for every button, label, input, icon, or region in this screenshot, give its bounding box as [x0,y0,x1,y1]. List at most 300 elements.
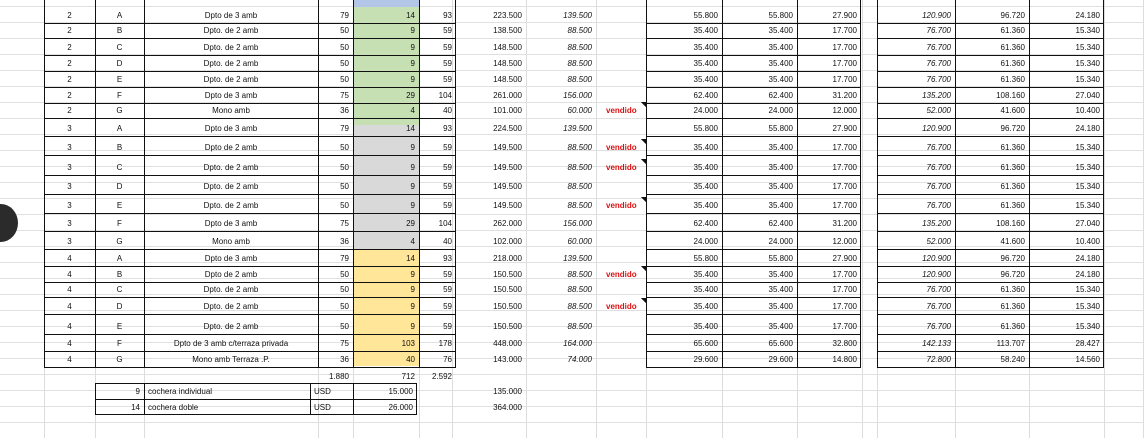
payment-1-cell[interactable]: 35.400 [693,270,718,279]
covered-m2-cell[interactable]: 50 [340,270,349,279]
payment-1-cell[interactable]: 24.000 [693,237,718,246]
floor-cell[interactable]: 4 [67,285,72,294]
uncovered-m2-cell[interactable]: 9 [410,26,415,35]
covered-m2-cell[interactable]: 50 [340,75,349,84]
covered-m2-cell[interactable]: 79 [340,254,349,263]
floor-cell[interactable]: 3 [67,201,72,210]
price-usd-cell[interactable]: 139.500 [563,11,592,20]
unit-cell[interactable]: E [116,322,123,331]
floor-cell[interactable]: 2 [67,59,72,68]
total-m2-cell[interactable]: 59 [443,75,452,84]
price-usd-cell[interactable]: 60.000 [567,106,592,115]
payment-1-cell[interactable]: 35.400 [693,75,718,84]
price-cell[interactable]: 149.500 [493,182,522,191]
price-cell[interactable]: 262.000 [493,219,522,228]
payment-2-cell[interactable]: 35.400 [768,182,793,191]
installment-b-cell[interactable]: 24.180 [1075,254,1100,263]
payment-2-cell[interactable]: 35.400 [768,201,793,210]
payment-1-cell[interactable]: 35.400 [693,59,718,68]
price-usd-cell[interactable]: 156.000 [563,219,592,228]
type-cell[interactable]: Dpto. de 2 amb [203,75,259,84]
side-handle[interactable] [0,204,18,242]
installment-b-cell[interactable]: 15.340 [1075,143,1100,152]
covered-m2-cell[interactable]: 79 [340,124,349,133]
installment-b-cell[interactable]: 15.340 [1075,59,1100,68]
price-usd-cell[interactable]: 139.500 [563,124,592,133]
type-cell[interactable]: Mono amb Terraza .P. [192,355,270,364]
payment-1-cell[interactable]: 35.400 [693,285,718,294]
installment-a-cell[interactable]: 96.720 [1000,270,1025,279]
status-cell[interactable] [602,71,646,88]
payment-1-cell[interactable]: 24.000 [693,106,718,115]
payment-1-cell[interactable]: 62.400 [693,219,718,228]
price-cell[interactable]: 149.500 [493,143,522,152]
payment-3-cell[interactable]: 17.700 [832,43,857,52]
installment-a-cell[interactable]: 61.360 [1000,182,1025,191]
floor-cell[interactable]: 2 [67,26,72,35]
payment-1-cell[interactable]: 55.800 [693,124,718,133]
installment-b-cell[interactable]: 24.180 [1075,270,1100,279]
installment-a-cell[interactable]: 96.720 [1000,254,1025,263]
price-cell[interactable]: 150.500 [493,285,522,294]
price-usd-cell[interactable]: 88.500 [567,26,592,35]
installment-a-cell[interactable]: 108.160 [996,91,1025,100]
uncovered-m2-cell[interactable]: 9 [410,163,415,172]
payment-2-cell[interactable]: 35.400 [768,143,793,152]
installment-b-cell[interactable]: 15.340 [1075,302,1100,311]
price-usd-cell[interactable]: 88.500 [567,322,592,331]
balance-cell[interactable]: 120.900 [922,11,951,20]
price-cell[interactable]: 218.000 [493,254,522,263]
price-cell[interactable]: 149.500 [493,163,522,172]
installment-a-cell[interactable]: 61.360 [1000,59,1025,68]
installment-a-cell[interactable]: 61.360 [1000,43,1025,52]
payment-1-cell[interactable]: 35.400 [693,163,718,172]
payment-2-cell[interactable]: 35.400 [768,270,793,279]
covered-m2-cell[interactable]: 36 [340,106,349,115]
unit-cell[interactable]: E [116,75,123,84]
installment-b-cell[interactable]: 24.180 [1075,124,1100,133]
installment-b-cell[interactable]: 15.340 [1075,163,1100,172]
unit-cell[interactable]: D [116,59,123,68]
price-usd-cell[interactable]: 88.500 [567,302,592,311]
payment-2-cell[interactable]: 35.400 [768,43,793,52]
total-m2-cell[interactable]: 59 [443,285,452,294]
status-cell[interactable] [602,39,646,56]
price-usd-cell[interactable]: 74.000 [567,355,592,364]
floor-cell[interactable]: 4 [67,270,72,279]
balance-cell[interactable]: 76.700 [926,26,951,35]
installment-a-cell[interactable]: 61.360 [1000,75,1025,84]
payment-2-cell[interactable]: 35.400 [768,163,793,172]
price-cell[interactable]: 148.500 [493,59,522,68]
total-covered-m2[interactable]: 1.880 [328,372,349,381]
parking-qty-cell[interactable]: 9 [135,387,140,396]
price-usd-cell[interactable]: 88.500 [567,43,592,52]
payment-3-cell[interactable]: 17.700 [832,285,857,294]
floor-cell[interactable]: 4 [67,254,72,263]
uncovered-m2-cell[interactable]: 9 [410,270,415,279]
status-cell[interactable]: vendido [602,197,646,214]
price-usd-cell[interactable]: 60.000 [567,237,592,246]
type-cell[interactable]: Dpto. de 2 amb [203,302,259,311]
installment-a-cell[interactable]: 58.240 [1000,355,1025,364]
installment-b-cell[interactable]: 15.340 [1075,182,1100,191]
floor-cell[interactable]: 4 [67,302,72,311]
payment-1-cell[interactable]: 35.400 [693,201,718,210]
type-cell[interactable]: Dpto de 2 amb [204,270,258,279]
floor-cell[interactable]: 3 [67,219,72,228]
price-cell[interactable]: 101.000 [493,106,522,115]
floor-cell[interactable]: 3 [67,124,72,133]
unit-cell[interactable]: C [116,43,123,52]
total-m2-cell[interactable]: 93 [443,254,452,263]
balance-cell[interactable]: 76.700 [926,143,951,152]
payment-3-cell[interactable]: 32.800 [832,339,857,348]
uncovered-m2-cell[interactable]: 40 [406,355,415,364]
uncovered-m2-cell[interactable]: 9 [410,322,415,331]
payment-3-cell[interactable]: 12.000 [832,237,857,246]
total-m2-cell[interactable]: 59 [443,201,452,210]
parking-name-cell[interactable]: cochera doble [148,403,199,412]
price-cell[interactable]: 150.500 [493,270,522,279]
unit-cell[interactable]: B [116,143,123,152]
total-m2-cell[interactable]: 104 [438,91,452,100]
total-m2-cell[interactable]: 59 [443,59,452,68]
price-cell[interactable]: 149.500 [493,201,522,210]
status-cell[interactable] [602,22,646,39]
installment-b-cell[interactable]: 15.340 [1075,322,1100,331]
status-cell[interactable] [602,178,646,195]
uncovered-m2-cell[interactable]: 9 [410,43,415,52]
price-cell[interactable]: 448.000 [493,339,522,348]
uncovered-m2-cell[interactable]: 9 [410,285,415,294]
covered-m2-cell[interactable]: 75 [340,91,349,100]
payment-1-cell[interactable]: 35.400 [693,43,718,52]
installment-a-cell[interactable]: 61.360 [1000,26,1025,35]
payment-2-cell[interactable]: 35.400 [768,75,793,84]
balance-cell[interactable]: 120.900 [922,254,951,263]
unit-cell[interactable]: F [117,339,122,348]
type-cell[interactable]: Dpto. de 2 amb [203,163,259,172]
type-cell[interactable]: Dpto. de 2 amb [203,201,259,210]
total-m2-cell[interactable]: 59 [443,163,452,172]
parking-total-cell[interactable]: 135.000 [493,387,522,396]
type-cell[interactable]: Dpto de 2 amb [204,143,258,152]
balance-cell[interactable]: 52.000 [926,106,951,115]
installment-b-cell[interactable]: 27.040 [1075,91,1100,100]
price-usd-cell[interactable]: 88.500 [567,270,592,279]
balance-cell[interactable]: 120.900 [922,124,951,133]
uncovered-m2-cell[interactable]: 4 [410,106,415,115]
unit-cell[interactable]: C [116,285,123,294]
price-cell[interactable]: 102.000 [493,237,522,246]
type-cell[interactable]: Dpto de 3 amb [204,91,258,100]
parking-price-cell[interactable]: 26.000 [388,403,413,412]
balance-cell[interactable]: 120.900 [922,270,951,279]
covered-m2-cell[interactable]: 36 [340,237,349,246]
covered-m2-cell[interactable]: 50 [340,201,349,210]
balance-cell[interactable]: 76.700 [926,163,951,172]
total-m2-cell[interactable]: 59 [443,302,452,311]
covered-m2-cell[interactable]: 50 [340,182,349,191]
balance-cell[interactable]: 76.700 [926,59,951,68]
floor-cell[interactable]: 3 [67,163,72,172]
price-cell[interactable]: 223.500 [493,11,522,20]
type-cell[interactable]: Mono amb [212,237,250,246]
installment-b-cell[interactable]: 15.340 [1075,43,1100,52]
price-usd-cell[interactable]: 88.500 [567,182,592,191]
total-m2-cell[interactable]: 76 [443,355,452,364]
uncovered-m2-cell[interactable]: 9 [410,143,415,152]
total-m2[interactable]: 2.592 [431,372,452,381]
status-cell[interactable] [602,250,646,267]
unit-cell[interactable]: F [117,91,122,100]
status-cell[interactable] [602,215,646,232]
price-usd-cell[interactable]: 88.500 [567,201,592,210]
covered-m2-cell[interactable]: 75 [340,339,349,348]
unit-cell[interactable]: G [116,237,123,246]
unit-cell[interactable]: D [116,302,123,311]
installment-a-cell[interactable]: 61.360 [1000,322,1025,331]
floor-cell[interactable]: 2 [67,106,72,115]
installment-a-cell[interactable]: 96.720 [1000,124,1025,133]
payment-3-cell[interactable]: 31.200 [832,91,857,100]
parking-total-cell[interactable]: 364.000 [493,403,522,412]
payment-3-cell[interactable]: 17.700 [832,182,857,191]
floor-cell[interactable]: 3 [67,237,72,246]
uncovered-m2-cell[interactable]: 9 [410,75,415,84]
price-cell[interactable]: 148.500 [493,75,522,84]
total-uncovered-m2[interactable]: 712 [401,372,415,381]
status-cell[interactable] [602,55,646,72]
status-cell[interactable] [602,351,646,368]
floor-cell[interactable]: 2 [67,11,72,20]
covered-m2-cell[interactable]: 79 [340,11,349,20]
payment-3-cell[interactable]: 17.700 [832,26,857,35]
parking-currency-cell[interactable]: USD [314,387,331,396]
unit-cell[interactable]: A [116,11,123,20]
total-m2-cell[interactable]: 40 [443,106,452,115]
balance-cell[interactable]: 52.000 [926,237,951,246]
price-usd-cell[interactable]: 88.500 [567,285,592,294]
type-cell[interactable]: Dpto de 3 amb [204,124,258,133]
price-usd-cell[interactable]: 88.500 [567,59,592,68]
payment-3-cell[interactable]: 27.900 [832,254,857,263]
balance-cell[interactable]: 72.800 [926,355,951,364]
payment-3-cell[interactable]: 17.700 [832,75,857,84]
payment-1-cell[interactable]: 29.600 [693,355,718,364]
status-cell[interactable]: vendido [602,298,646,315]
uncovered-m2-cell[interactable]: 14 [406,124,415,133]
payment-3-cell[interactable]: 17.700 [832,322,857,331]
installment-b-cell[interactable]: 15.340 [1075,26,1100,35]
parking-name-cell[interactable]: cochera individual [148,387,213,396]
uncovered-m2-cell[interactable]: 9 [410,302,415,311]
status-cell[interactable] [602,233,646,250]
unit-cell[interactable]: A [116,124,123,133]
price-usd-cell[interactable]: 88.500 [567,143,592,152]
uncovered-m2-cell[interactable]: 9 [410,201,415,210]
payment-3-cell[interactable]: 17.700 [832,201,857,210]
type-cell[interactable]: Dpto. de 2 amb [203,59,259,68]
type-cell[interactable]: Dpto. de 2 amb [203,322,259,331]
installment-b-cell[interactable]: 10.400 [1075,106,1100,115]
uncovered-m2-cell[interactable]: 14 [406,254,415,263]
total-m2-cell[interactable]: 59 [443,182,452,191]
covered-m2-cell[interactable]: 50 [340,285,349,294]
status-cell[interactable] [602,120,646,137]
payment-2-cell[interactable]: 35.400 [768,59,793,68]
parking-qty-cell[interactable]: 14 [131,403,140,412]
installment-b-cell[interactable]: 10.400 [1075,237,1100,246]
payment-1-cell[interactable]: 35.400 [693,322,718,331]
total-m2-cell[interactable]: 59 [443,26,452,35]
status-cell[interactable]: vendido [602,159,646,176]
uncovered-m2-cell[interactable]: 4 [410,237,415,246]
installment-b-cell[interactable]: 14.560 [1075,355,1100,364]
total-m2-cell[interactable]: 59 [443,270,452,279]
payment-2-cell[interactable]: 62.400 [768,91,793,100]
type-cell[interactable]: Mono amb [212,106,250,115]
unit-cell[interactable]: C [116,163,123,172]
payment-3-cell[interactable]: 17.700 [832,59,857,68]
payment-1-cell[interactable]: 35.400 [693,302,718,311]
payment-1-cell[interactable]: 65.600 [693,339,718,348]
balance-cell[interactable]: 135.200 [922,91,951,100]
payment-1-cell[interactable]: 35.400 [693,182,718,191]
installment-a-cell[interactable]: 96.720 [1000,11,1025,20]
price-cell[interactable]: 138.500 [493,26,522,35]
uncovered-m2-cell[interactable]: 14 [406,11,415,20]
uncovered-m2-cell[interactable]: 29 [406,91,415,100]
payment-2-cell[interactable]: 35.400 [768,26,793,35]
status-cell[interactable]: vendido [602,266,646,283]
floor-cell[interactable]: 4 [67,355,72,364]
payment-2-cell[interactable]: 24.000 [768,237,793,246]
type-cell[interactable]: Dpto. de 2 amb [203,285,259,294]
payment-1-cell[interactable]: 55.800 [693,254,718,263]
type-cell[interactable]: Dpto. de 2 amb [203,182,259,191]
unit-cell[interactable]: E [116,201,123,210]
floor-cell[interactable]: 2 [67,91,72,100]
price-cell[interactable]: 150.500 [493,322,522,331]
type-cell[interactable]: Dpto. de 2 amb [203,26,259,35]
payment-1-cell[interactable]: 35.400 [693,143,718,152]
uncovered-m2-cell[interactable]: 103 [401,339,415,348]
installment-b-cell[interactable]: 28.427 [1075,339,1100,348]
covered-m2-cell[interactable]: 50 [340,43,349,52]
installment-b-cell[interactable]: 15.340 [1075,285,1100,294]
balance-cell[interactable]: 76.700 [926,43,951,52]
payment-3-cell[interactable]: 31.200 [832,219,857,228]
payment-3-cell[interactable]: 12.000 [832,106,857,115]
payment-3-cell[interactable]: 17.700 [832,302,857,311]
status-cell[interactable] [602,318,646,335]
covered-m2-cell[interactable]: 36 [340,355,349,364]
installment-a-cell[interactable]: 61.360 [1000,143,1025,152]
unit-cell[interactable]: G [116,106,123,115]
payment-3-cell[interactable]: 17.700 [832,163,857,172]
balance-cell[interactable]: 135.200 [922,219,951,228]
installment-b-cell[interactable]: 24.180 [1075,11,1100,20]
unit-cell[interactable]: A [116,254,123,263]
payment-2-cell[interactable]: 35.400 [768,322,793,331]
price-usd-cell[interactable]: 156.000 [563,91,592,100]
covered-m2-cell[interactable]: 50 [340,302,349,311]
uncovered-m2-cell[interactable]: 9 [410,59,415,68]
total-m2-cell[interactable]: 104 [438,219,452,228]
floor-cell[interactable]: 2 [67,75,72,84]
status-cell[interactable]: vendido [602,139,646,156]
payment-1-cell[interactable]: 55.800 [693,11,718,20]
balance-cell[interactable]: 76.700 [926,302,951,311]
status-cell[interactable]: vendido [602,102,646,119]
total-m2-cell[interactable]: 93 [443,11,452,20]
type-cell[interactable]: Dpto de 3 amb [204,11,258,20]
floor-cell[interactable]: 2 [67,43,72,52]
installment-b-cell[interactable]: 15.340 [1075,201,1100,210]
type-cell[interactable]: Dpto. de 2 amb [203,43,259,52]
status-cell[interactable] [602,335,646,352]
floor-cell[interactable]: 3 [67,182,72,191]
price-cell[interactable]: 150.500 [493,302,522,311]
price-usd-cell[interactable]: 88.500 [567,75,592,84]
payment-3-cell[interactable]: 27.900 [832,124,857,133]
price-cell[interactable]: 261.000 [493,91,522,100]
balance-cell[interactable]: 76.700 [926,322,951,331]
installment-a-cell[interactable]: 41.600 [1000,237,1025,246]
payment-2-cell[interactable]: 35.400 [768,302,793,311]
price-usd-cell[interactable]: 139.500 [563,254,592,263]
total-m2-cell[interactable]: 40 [443,237,452,246]
type-cell[interactable]: Dpto de 3 amb [204,254,258,263]
covered-m2-cell[interactable]: 50 [340,26,349,35]
status-cell[interactable] [602,281,646,298]
payment-3-cell[interactable]: 17.700 [832,143,857,152]
installment-a-cell[interactable]: 108.160 [996,219,1025,228]
floor-cell[interactable]: 4 [67,322,72,331]
payment-2-cell[interactable]: 55.800 [768,124,793,133]
covered-m2-cell[interactable]: 75 [340,219,349,228]
floor-cell[interactable]: 3 [67,143,72,152]
payment-3-cell[interactable]: 17.700 [832,270,857,279]
unit-cell[interactable]: F [117,219,122,228]
type-cell[interactable]: Dpto de 3 amb [204,219,258,228]
total-m2-cell[interactable]: 59 [443,43,452,52]
covered-m2-cell[interactable]: 50 [340,143,349,152]
balance-cell[interactable]: 76.700 [926,182,951,191]
total-m2-cell[interactable]: 178 [438,339,452,348]
installment-a-cell[interactable]: 61.360 [1000,302,1025,311]
price-cell[interactable]: 224.500 [493,124,522,133]
unit-cell[interactable]: B [116,26,123,35]
floor-cell[interactable]: 4 [67,339,72,348]
unit-cell[interactable]: D [116,182,123,191]
type-cell[interactable]: Dpto de 3 amb c/terraza privada [173,339,289,348]
unit-cell[interactable]: B [116,270,123,279]
payment-2-cell[interactable]: 55.800 [768,11,793,20]
balance-cell[interactable]: 76.700 [926,201,951,210]
price-cell[interactable]: 143.000 [493,355,522,364]
installment-a-cell[interactable]: 61.360 [1000,163,1025,172]
uncovered-m2-cell[interactable]: 9 [410,182,415,191]
price-cell[interactable]: 148.500 [493,43,522,52]
total-m2-cell[interactable]: 59 [443,143,452,152]
payment-2-cell[interactable]: 55.800 [768,254,793,263]
installment-a-cell[interactable]: 41.600 [1000,106,1025,115]
payment-1-cell[interactable]: 35.400 [693,26,718,35]
